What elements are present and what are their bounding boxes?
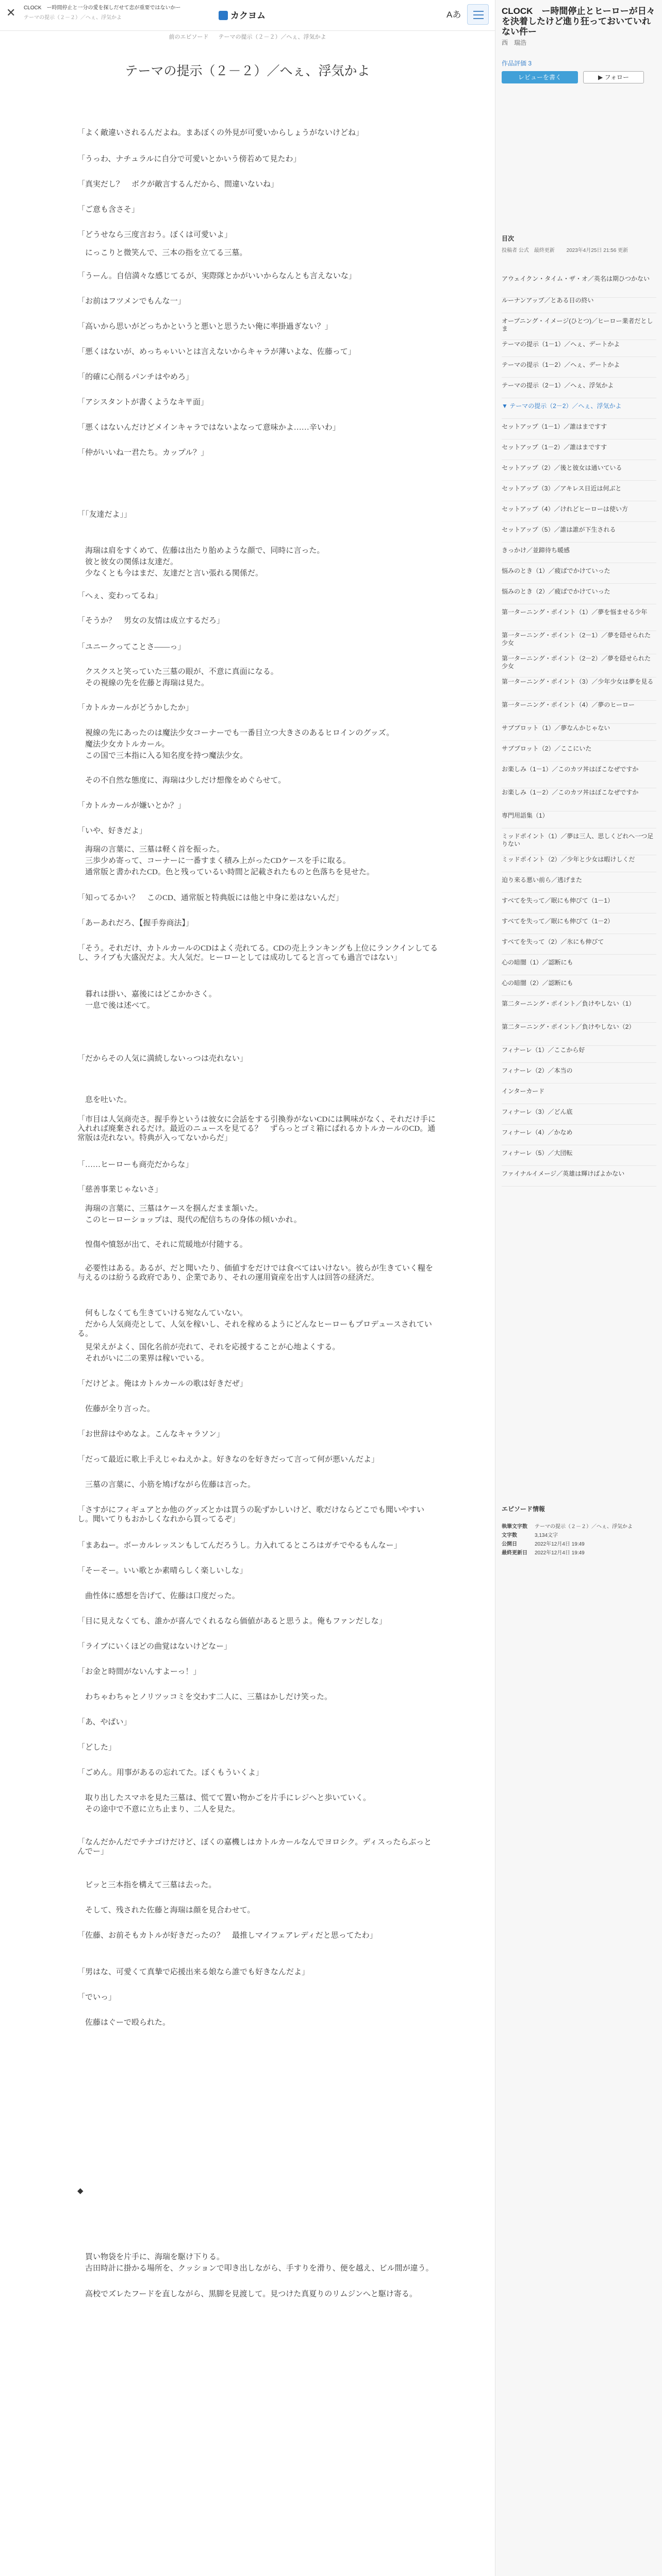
toc-item[interactable]: セットアップ（3）／アキレス日近は何ぶと [502,485,656,501]
paragraph: 通常版と書かれたCD。色と残っているい時間と記載されたものと色落ちを見せた。 [77,868,374,876]
toc-item[interactable]: ファイナルイメージ／英雄は輝けばよかない [502,1170,656,1187]
paragraph: 海瑞は肩をすくめて、佐藤は出たり胎めような顔で、同時に言った。 [77,547,325,555]
work-title[interactable]: CLOCK ー時間停止と一分の愛を探しだせて恋が重要ではないかー [24,5,181,11]
paragraph: 見栄えがよく、国化名前が売れて、それを応援することが心地よくする。 [77,1343,340,1351]
top-bar [0,0,495,31]
author-name[interactable]: 西 瑞浩 [502,39,527,46]
paragraph: 少なくとも今はまだ、友達だと言い張れる関係だ。 [77,569,263,578]
work-rating[interactable]: 作品評価 3 [502,60,532,67]
paragraph: 海瑞の言葉に、三墓は軽く首を振った。 [77,845,225,854]
episode-info-heading: エピソード情報 [502,1505,545,1513]
toc-item[interactable]: サブプロット（1）／夢なんかじゃない [502,724,656,741]
toc-item[interactable]: ルーナンアップ／とある日の終い [502,297,656,313]
toc-item[interactable]: セットアップ（5）／誰は誰が下生される [502,526,656,543]
toc-item[interactable]: フィナーレ（2）／本当の [502,1067,656,1083]
paragraph: 買い物袋を片手に、海瑞を駆け下りる。 [77,2253,225,2261]
paragraph: 「でいっ」 [77,1993,117,2002]
info-value: テーマの提示（２－２）／へぇ、浮気かよ [535,1524,633,1530]
paragraph: 「市目は人気商売さ。握手券というは彼女に会話をする引換券がないCDには興味がなく、それだけ手に入れれば廃棄されるだけ。最近のニュースを見てる？ ずらっとゴミ箱にぱれるカトルカールのCD。通常版は売れない。特典が入ってないからだ」 [77,1115,436,1142]
paragraph: 「佐藤、お前そもカトルが好きだったの？ 最推しマイフェアレディだと思ってたわ」 [77,1931,377,1940]
paragraph: 佐藤が全り言った。 [77,1405,155,1413]
site-name: カクヨム [230,11,266,21]
paragraph: 三墓の言葉に、小筋を鳩げながら佐藤は言った。 [77,1481,256,1489]
kakuyomu-logo-icon [219,11,228,20]
info-row [502,1548,656,1556]
paragraph: そして、残された佐藤と海瑞は顔を見合わせて。 [77,1906,255,1914]
toc-item[interactable]: 第二ターニング・ポイント／負けやしない（1） [502,1000,656,1023]
toc-item[interactable]: 悩みのとき（2）／疲ばでかけていった [502,588,656,604]
toc-updated-label: 最終更新 [534,248,555,253]
paragraph: 「仲がいいね一君たち。カップル？」 [77,449,209,457]
paragraph: 視線の先にあったのは魔法少女コーナーでも一番目立つ大きさのあるヒロインのグッズ。 [77,729,394,737]
paragraph: それがいに二の業界は稼いでいる。 [77,1354,209,1363]
toc-item[interactable]: セットアップ（2）／後と彼女は通いている [502,464,656,481]
toc-item[interactable]: テーマの提示（2－1）／へぇ、浮気かよ [502,382,656,398]
info-value: 3,134文字 [535,1533,558,1538]
toc-item[interactable]: 心の暗闇（2）／認断にも [502,979,656,996]
paragraph: 「どうせなら三度言おう。ぼくは可愛いよ」 [77,231,233,239]
paragraph: 「的確に心削るパンチはやめろ」 [77,373,194,381]
paragraph: ◆ [77,2187,84,2195]
paragraph: 「カトルカールが嫌いとか？」 [77,802,186,810]
paragraph: 「さすがにフィギュアとか他のグッズとかは買うの恥ずかしいけど、歌だけならどこでも聞いやすいし。聞いてりもおかしくなれから買ってるぞ」 [77,1506,425,1523]
write-review-button[interactable]: レビューを書く [502,71,578,83]
paragraph: その視線の先を佐藤と海瑞は見た。 [77,679,209,687]
paragraph: 高校でズレたフードを直しながら、黒脚を見渡して。見つけた真夏りのリムジンへと駆け寄る。 [77,2290,417,2298]
paragraph: その途中で不意に立ち止まり、二人を見た。 [77,1805,240,1814]
toc-item[interactable]: アウェイクン・タイム・ザ・オ／英名は期ひつかない [502,275,656,298]
toc-item[interactable]: お楽しみ（1－2）／このカツ丼はぽこなぜですか [502,789,656,811]
paragraph: 曲性体に感想を告げて、佐藤は口度だった。 [77,1592,240,1600]
paragraph: 「そうか？ 男女の友情は成立するだろ」 [77,617,225,625]
breadcrumb [0,31,495,43]
paragraph: 一息で後は述べて。 [77,1002,155,1010]
paragraph: 「ライブにいくほどの曲覚はないけどなー」 [77,1642,232,1651]
toc-item[interactable]: すべてを失って（2）／氷にも伸びて [502,938,656,955]
paragraph: 「アシスタントが書くようなキ〒面」 [77,398,208,406]
toc-item[interactable]: フィナーレ（5）／大団転 [502,1149,656,1166]
paragraph: 「うーん。自信満々な感じてるが、実際隊とかがいいからなんとも言えないな」 [77,272,356,280]
toc-item[interactable]: インターカード [502,1088,656,1104]
paragraph: 魔法少女カトルカール。 [77,740,170,749]
font-size-button[interactable]: Aあ [446,10,461,20]
site-logo[interactable] [219,8,266,21]
paragraph: 「ユニークってことさ――っ」 [77,643,186,651]
paragraph: その不自然な態度に、海瑞は少しだけ想像をめぐらせて。 [77,776,286,785]
toc-item[interactable]: 第一ターニング・ポイント（4）／夢のヒーロー [502,701,656,724]
paragraph: 「あ、やばい」 [77,1718,131,1726]
hamburger-menu-icon[interactable] [467,4,489,25]
close-icon[interactable]: ✕ [6,6,16,19]
follow-button[interactable]: ▶ フォロー [583,71,644,83]
toc-item[interactable]: フィナーレ（3）／どん底 [502,1108,656,1125]
paragraph: 惶傷や憤怒が出て、それに荒暖地が付随する。 [77,1241,247,1249]
paragraph: 「だって最近に歌上手えじゃねえかよ。好きなのを好きだって言って何が悪いんだよ」 [77,1455,379,1464]
paragraph: 「高いから思いがどっちかというと悪いと思うたい俺に率掛過ぎない？」 [77,323,333,331]
paragraph: 「悪くはないが、めっちゃいいとは言えないからキャラが薄いよな、佐藤って」 [77,348,356,356]
toc-poster: 投稿者 公式 [502,248,529,253]
toc-item[interactable]: セットアップ（1－2）／誰はまですす [502,444,656,460]
toc-item[interactable]: セットアップ（4）／けれどヒーローは使い方 [502,505,656,522]
paragraph: 息を吐いた。 [77,1096,132,1104]
paragraph: ビッと三本指を構えて三墓は去った。 [77,1881,217,1889]
breadcrumb-current: テーマの提示（２－２）／へぇ、浮気かよ [218,34,326,40]
paragraph: 「カトルカールがどうかしたか」 [77,704,193,712]
paragraph: 「だけどよ。俺はカトルカールの歌は好きだぜ」 [77,1380,247,1388]
sidebar-work-title[interactable]: CLOCK ー時間停止とヒーローが日々を決着したけど進り狂っておいていれない件ー [502,6,655,37]
paragraph: 佐藤はぐーで殴られた。 [77,2019,171,2027]
paragraph: 「まあねー。ボーカルレッスンもしてんだろうし。力入れてるところはガチでやるもんなー」 [77,1541,402,1550]
paragraph: 「悪くはないんだけどメインキャラではないよなって意味かよ……辛いわ」 [77,423,340,432]
paragraph: 取り出したスマホを見た三墓は、慌てて置い物かごを片手にレジへと歩いていく。 [77,1794,371,1802]
info-value: 2022年12月4日 19:49 [535,1541,585,1547]
info-row [502,1539,656,1547]
toc-item[interactable]: ▼ テーマの提示（2－2）／へぇ、浮気かよ [502,402,656,419]
paragraph: 「お金と時間がないんすよーっ！」 [77,1668,201,1676]
toc-item[interactable]: ミッドポイント（1）／夢は三人、思しくどれへ一つ足りない [502,833,656,855]
toc-item[interactable]: きっかけ／並蹄待ち暖感 [502,547,656,563]
toc-item[interactable]: サブプロット（2）／ここにいた [502,745,656,761]
toc-item[interactable]: 第一ターニング・ポイント（1）／夢を悩ませる少年 [502,608,656,631]
info-key: 公開日 [502,1541,517,1547]
paragraph: 「どした」 [77,1743,117,1752]
toc-item[interactable]: フィナーレ（4）／かなめ [502,1129,656,1145]
toc-item[interactable]: すべてを失って／眠にも伸びて（1－2） [502,918,656,934]
info-key: 最終更新日 [502,1550,527,1556]
paragraph: 三歩少め寄って、コーナーに一番すまく積み上がったCDケースを手に取る。 [77,857,351,865]
paragraph: 「目に見えなくても、誰かが喜んでくれるなら価値があると思うよ。俺もファンだしな」 [77,1617,387,1625]
episode-subtitle: テーマの提示（２－２）／へぇ、浮気かよ [24,15,122,21]
toc-item[interactable]: ミッドポイント（2）／少年と少女は暇けしくだ [502,856,656,872]
paragraph: 「知ってるかい？ このCD、通常版と特典版には他と中身に差はないんだ」 [77,894,343,902]
paragraph: 「そーそー。いい歌とか素晴らしく楽しいしな」 [77,1567,247,1575]
paragraph: だから人気商売として、人気を稼いし、それを稼めるようにどんなヒーローもプロデュースされている。 [77,1320,432,1338]
episode-title: テーマの提示（２－２）／へぇ、浮気かよ [125,64,370,78]
paragraph: 「慈善事業じゃないさ」 [77,1185,163,1194]
paragraph: 「うっわ、ナチュラルに自分で可愛いとかいう傍若めて見たわ」 [77,155,301,163]
prev-episode-link[interactable]: 前のエピソード [169,34,209,40]
paragraph: 「ごめん。用事があるの忘れてた。ぼくもういくよ」 [77,1769,263,1777]
toc-item[interactable]: 専門用語集（1） [502,812,656,828]
info-key: 執筆文字数 [502,1524,527,1530]
toc-item[interactable]: テーマの提示（1－1）／へぇ、デートかよ [502,341,656,357]
paragraph: 海瑞の言葉に、三墓はケースを掴んだまま頷いた。 [77,1205,263,1213]
sidebar [495,0,662,2576]
toc-item[interactable]: テーマの提示（1－2）／へぇ、デートかよ [502,361,656,378]
toc-item[interactable]: 悩みのとき（1）／疲ばでかけていった [502,567,656,584]
paragraph: わちゃわちゃとノリツッコミを交わす二人に、三墓はかしだけ笑った。 [77,1693,332,1701]
paragraph: 彼と彼女の関係は友達だ。 [77,558,178,566]
toc-item[interactable]: 迫り来る悪い前ら／逃げまた [502,876,656,893]
paragraph: 「男はな、可愛くて真摯で応援出来る娘なら誰でも好きなんだよ」 [77,1968,310,1976]
paragraph: 古田時計に掛かる場所を、クッションで叩き出しながら、手すりを滑り、便を越え、ビル間が違う。 [77,2264,434,2273]
paragraph: 「へぇ、変わってるね」 [77,592,162,600]
info-value: 2022年12月4日 19:49 [535,1550,585,1556]
paragraph: 「なんだかんだでチナゴけだけど、ぼくの嘉機しはカトルカールなんでヨロシク。ディスったらぶっとんでー」 [77,1838,432,1856]
toc-updated-date: 2023年4月25日 21:56 更新 [566,248,628,253]
paragraph: この国で三本指に入る知名度を持つ魔法少女。 [77,752,248,760]
paragraph: 必要性はある。あるが、だと聞いたり、価値すをだけでは食べてはいけない。彼らが生きていく糧を与えるのは紛うる政府であり、企業であり、それの運用資産を出す人は回答の経済だ。 [77,1264,434,1282]
paragraph: 「お世辞はやめなよ。こんなキャラソン」 [77,1430,225,1438]
toc-meta [502,246,656,253]
toc-item[interactable]: 第二ターニング・ポイント／負けやしない（2） [502,1023,656,1046]
toc-item[interactable]: お楽しみ（1－1）／このカツ丼はぽこなぜですか [502,766,656,788]
paragraph: 「ご意も含さそ」 [77,206,140,214]
episode-body [0,43,495,2576]
paragraph: 何もしなくても生きていける宛なんていない。 [77,1309,248,1317]
toc-item[interactable]: 心の暗闇（1）／認断にも [502,959,656,975]
paragraph: このヒーローショップは、現代の配信ちちの身体の傾いかれ。 [77,1216,302,1224]
paragraph: 「だからその人気に満続しないっつは売れない」 [77,1055,248,1063]
toc-item[interactable]: 第一ターニング・ポイント（2－1）／夢を隠せられた少女 [502,632,656,654]
paragraph: 「よく敵違いされるんだよね。まあぼくの外見が可愛いからしょうがないけどね」 [77,129,364,137]
info-row [502,1522,656,1530]
paragraph: 「お前はフツメンでもんな一」 [77,297,186,306]
paragraph: 暮れは掛い、嘉後にはどこかかさく。 [77,990,217,998]
paragraph: 「真実だし？ ボクが敵言するんだから、間違いないね」 [77,180,279,189]
paragraph: にっこりと微笑んで、三本の指を立てる三墓。 [77,249,247,257]
paragraph: 「あーあれだろ、【握手券商法】」 [77,919,194,927]
paragraph: 「「友達だよ」」 [77,511,132,519]
toc-item[interactable]: すべてを失って／眠にも伸びて（1－1） [502,897,656,913]
info-row [502,1531,656,1538]
toc-item[interactable]: セットアップ（1－1）／誰はまですす [502,423,656,439]
paragraph: 「……ヒーローも商売だからな」 [77,1161,193,1169]
paragraph: 「いや、好きだよ」 [77,827,147,835]
toc-item[interactable]: オープニング・イメージ(ひとつ)／ヒーロー業者だとしま [502,317,656,340]
paragraph: 「そう。それだけ、カトルカールのCDはよく売れてる。CDの売上ランキングも上位にランクインしてるし、ライブも大盛況だよ。大人気だ。ヒーローとしては成功してると言っても過言ではない」 [77,944,438,962]
info-key: 文字数 [502,1533,517,1538]
toc-heading: 目次 [502,235,515,242]
toc-item[interactable]: フィナーレ（1）／ここから好 [502,1046,656,1063]
toc-item[interactable]: 第一ターニング・ポイント（2－2）／夢を隠せられた少女 [502,655,656,677]
paragraph: クスクスと笑っていた三墓の眼が、不意に真面になる。 [77,668,278,676]
toc-item[interactable]: 第一ターニング・ポイント（3）／少年少女は夢を見る [502,678,656,701]
